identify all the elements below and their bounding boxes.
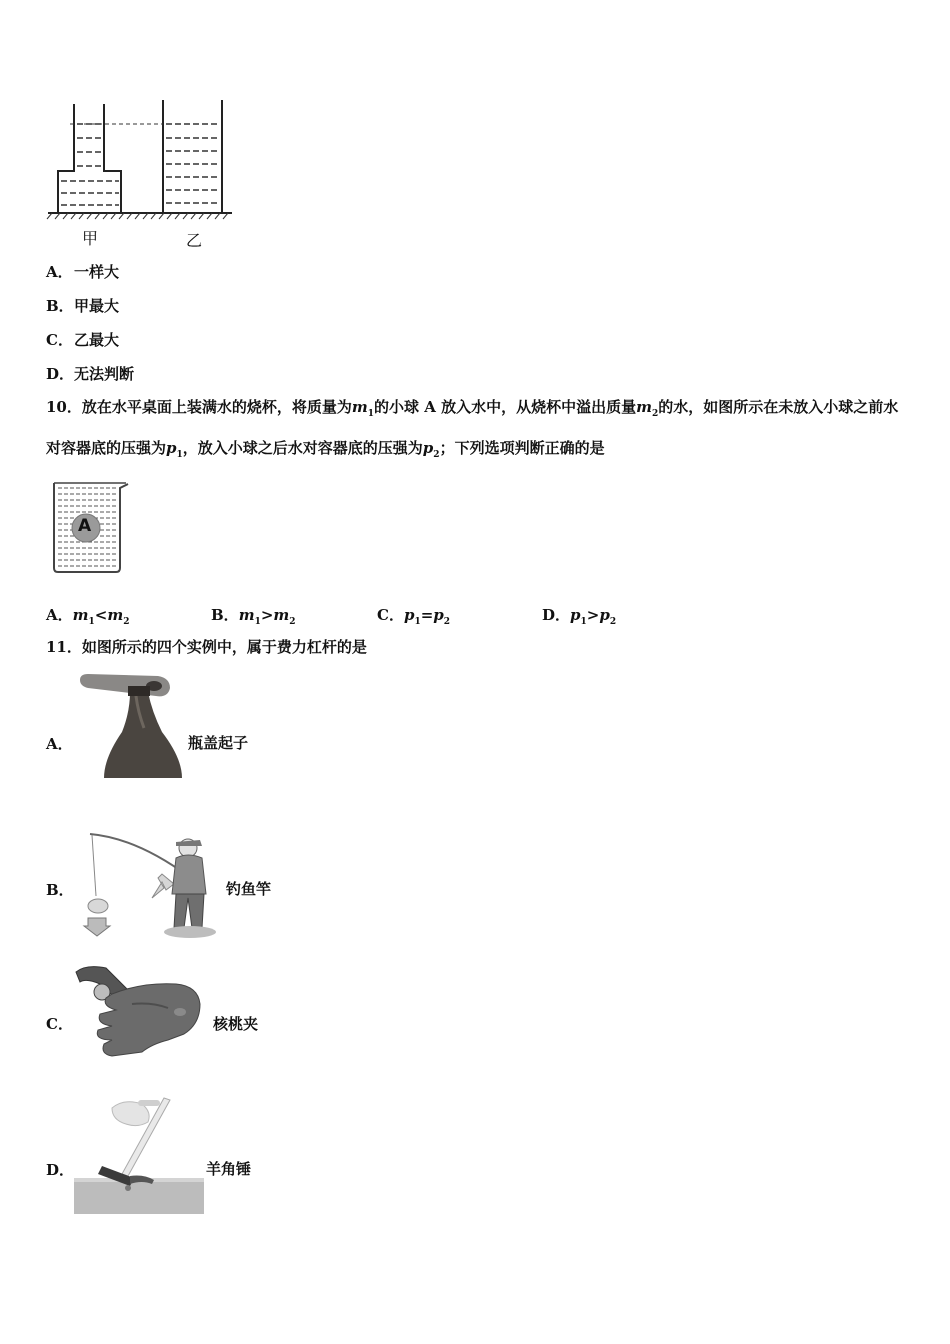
q10-option-a[interactable]: A．$m_1<m_2$: [46, 606, 130, 627]
q11-option-b-caption: 钓鱼竿: [226, 880, 272, 898]
q10-option-b[interactable]: B．$m_1>m_2$: [211, 606, 296, 627]
fishing-rod-image: [76, 828, 226, 946]
ball-label: A: [78, 516, 92, 536]
container-label-left: 甲: [82, 229, 99, 248]
q9-option-b[interactable]: B．甲最大: [46, 297, 120, 315]
q9-option-c[interactable]: C．乙最大: [46, 331, 120, 349]
q9-option-d[interactable]: D．无法判断: [46, 365, 135, 383]
q10-question-text: 10．放在水平桌面上装满水的烧杯，将质量为$m_1$的小球 A 放入水中，从烧杯中溢出质量$m_2$的水，如图所示在未放入小球之前水对容器底的压强为$p_1$，放入小球之后水对容器底的压强为$p_2$；下列选项判断正确的是: [46, 398, 899, 460]
container-label-right: 乙: [186, 231, 203, 250]
q11-option-a-caption: 瓶盖起子: [188, 734, 249, 752]
q10-option-d[interactable]: D．$p_1>p_2$: [542, 606, 617, 627]
q11-option-c-caption: 核桃夹: [213, 1015, 259, 1033]
nutcracker-image: [72, 964, 212, 1064]
bottle-opener-image: [78, 672, 188, 782]
q11-number: 11．: [46, 638, 82, 656]
q9-option-a[interactable]: A．一样大: [46, 263, 120, 281]
q11-option-d-label[interactable]: D．: [46, 1161, 75, 1179]
claw-hammer-image: [72, 1094, 206, 1216]
q11-option-a-label[interactable]: A．: [46, 735, 73, 753]
q11-question-text: 11．如图所示的四个实例中，属于费力杠杆的是: [46, 638, 367, 656]
containers-figure: [44, 96, 244, 256]
beaker-figure: [50, 480, 134, 578]
q11-option-c-label[interactable]: C．: [46, 1015, 73, 1033]
q10-option-c[interactable]: C．$p_1=p_2$: [377, 606, 451, 627]
q11-option-d-caption: 羊角锤: [206, 1160, 252, 1178]
q10-number: 10．: [46, 398, 82, 416]
q11-option-b-label[interactable]: B．: [46, 881, 74, 899]
